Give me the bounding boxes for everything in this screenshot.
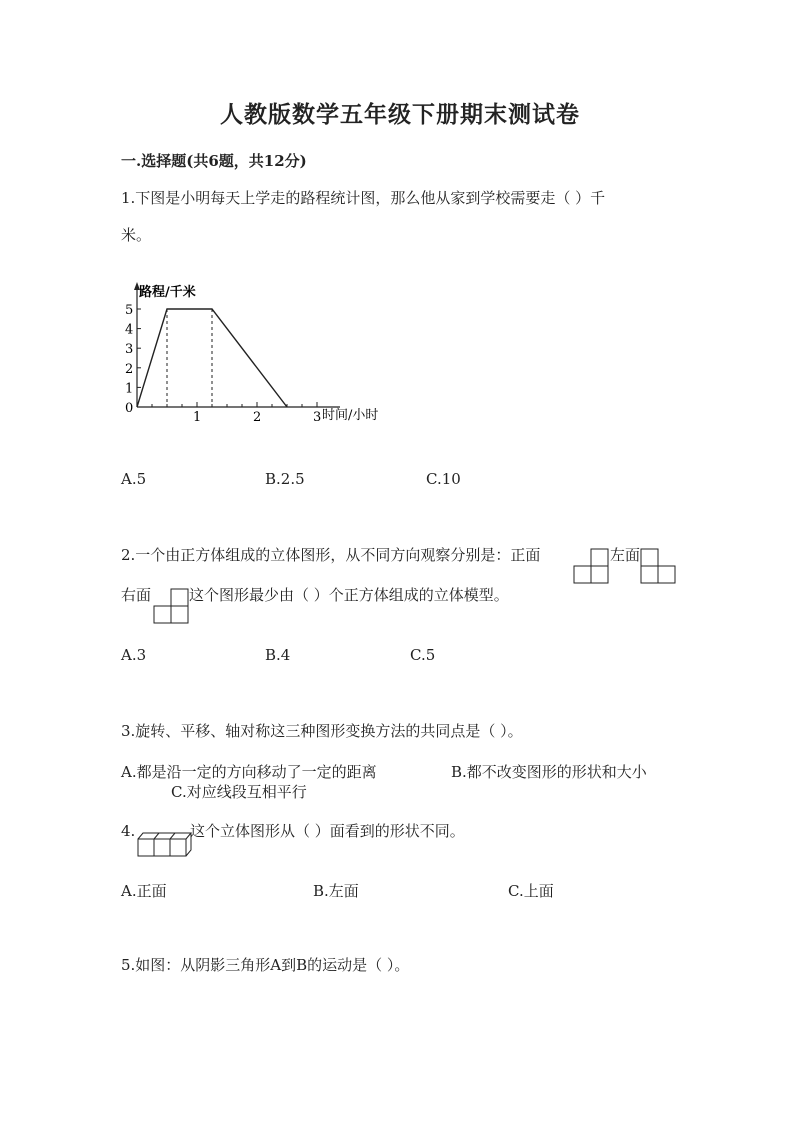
q2-option-c[interactable]: C.5 — [410, 646, 436, 664]
cube-row-figure — [136, 828, 192, 860]
q4-option-a[interactable]: A.正面 — [121, 882, 167, 900]
question-4-number: 4. — [121, 822, 136, 840]
page-title: 人教版数学五年级下册期末测试卷 — [220, 101, 580, 128]
left-view-figure — [640, 548, 680, 584]
x-tick-label: 1 — [193, 410, 202, 425]
q1-option-a[interactable]: A.5 — [121, 470, 147, 488]
front-view-figure — [573, 548, 613, 584]
y-tick-label: 5 — [125, 303, 134, 318]
distance-time-chart — [110, 272, 410, 432]
question-5-text: 5.如图：从阴影三角形A到B的运动是（ ）。 — [121, 956, 410, 974]
q3-option-a[interactable]: A.都是沿一定的方向移动了一定的距离 — [121, 763, 377, 781]
left-view-label: 左面 — [610, 546, 641, 564]
y-tick-label: 1 — [125, 381, 134, 397]
right-view-label: 右面 — [121, 586, 152, 604]
y-tick-label: 3 — [125, 342, 134, 358]
q3-option-c[interactable]: C.对应线段互相平行 — [171, 783, 307, 801]
y-tick-label: 4 — [125, 322, 134, 338]
q2-option-a[interactable]: A.3 — [121, 646, 147, 664]
y-tick-label: 0 — [125, 401, 134, 416]
q4-option-c[interactable]: C.上面 — [508, 882, 554, 900]
q2-option-b[interactable]: B.4 — [265, 646, 291, 664]
q1-option-c[interactable]: C.10 — [426, 470, 461, 488]
question-3-text: 3.旋转、平移、轴对称这三种图形变换方法的共同点是（ ）。 — [121, 722, 523, 740]
question-1-text: 1.下图是小明每天上学走的路程统计图，那么他从家到学校需要走（ ）千 — [121, 189, 606, 207]
question-2-text: 2.一个由正方体组成的立体图形，从不同方向观察分别是：正面 — [121, 546, 541, 564]
x-tick-label: 3 — [313, 410, 322, 425]
right-view-figure — [153, 588, 193, 624]
y-axis-label: 路程/千米 — [139, 285, 196, 300]
question-2-text-cont: 这个图形最少由（ ）个正方体组成的立体模型。 — [189, 586, 509, 604]
q3-option-b[interactable]: B.都不改变图形的形状和大小 — [451, 763, 647, 781]
x-axis-label: 时间/小时 — [322, 408, 379, 423]
q1-option-b[interactable]: B.2.5 — [265, 470, 305, 488]
y-tick-label: 2 — [125, 361, 134, 377]
x-tick-label: 2 — [253, 410, 262, 425]
section-header: 一.选择题(共6题，共12分) — [121, 152, 307, 170]
question-4-text: 这个立体图形从（ ）面看到的形状不同。 — [190, 822, 465, 840]
question-1-text-cont: 米。 — [121, 226, 152, 244]
q4-option-b[interactable]: B.左面 — [313, 882, 359, 900]
